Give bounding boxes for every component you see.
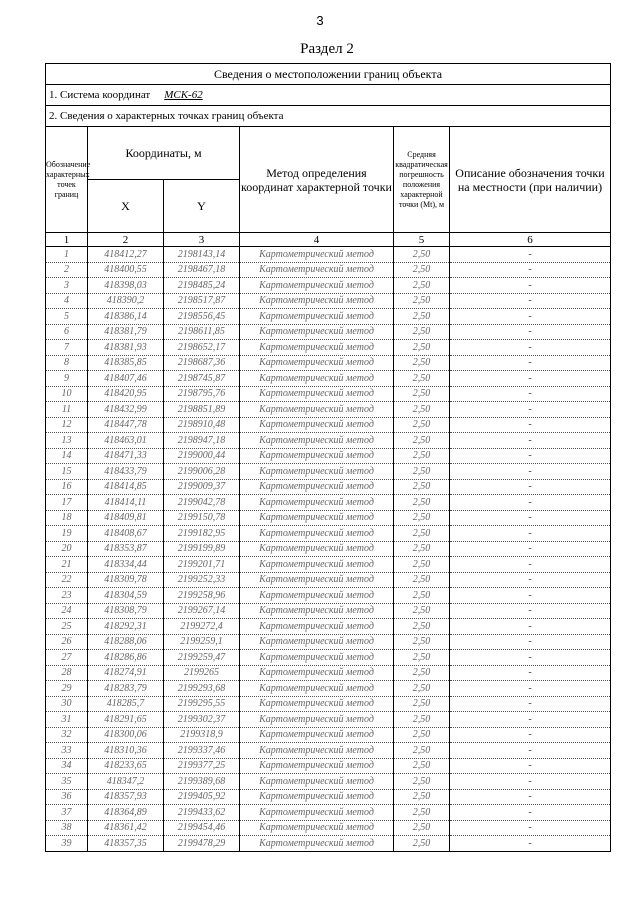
method-cell: Картометрический метод: [240, 495, 394, 511]
accuracy-cell: 2,50: [394, 712, 450, 728]
method-cell: Картометрический метод: [240, 479, 394, 495]
x-coordinate-cell: 418334,44: [88, 557, 164, 573]
method-cell: Картометрический метод: [240, 588, 394, 604]
point-number-cell: 34: [46, 758, 88, 774]
method-cell: Картометрический метод: [240, 448, 394, 464]
point-number-cell: 19: [46, 526, 88, 542]
point-number-cell: 35: [46, 774, 88, 790]
description-cell: -: [450, 479, 611, 495]
point-number-cell: 20: [46, 541, 88, 557]
accuracy-cell: 2,50: [394, 510, 450, 526]
description-cell: -: [450, 355, 611, 371]
accuracy-cell: 2,50: [394, 681, 450, 697]
table-row: [46, 743, 611, 759]
point-number-cell: 11: [46, 402, 88, 418]
table-row: [46, 510, 611, 526]
description-cell: -: [450, 433, 611, 449]
point-number-cell: 17: [46, 495, 88, 511]
description-cell: -: [450, 247, 611, 263]
x-coordinate-cell: 418463,01: [88, 433, 164, 449]
description-cell: -: [450, 278, 611, 294]
method-cell: Картометрический метод: [240, 774, 394, 790]
table-row: [46, 340, 611, 356]
y-coordinate-cell: 2198611,85: [164, 324, 240, 340]
description-cell: -: [450, 417, 611, 433]
table-row: [46, 293, 611, 309]
points-title: 2. Сведения о характерных точках границ объекта: [46, 106, 611, 127]
point-number-cell: 29: [46, 681, 88, 697]
x-coordinate-cell: 418286,86: [88, 650, 164, 666]
x-coordinate-cell: 418308,79: [88, 603, 164, 619]
accuracy-cell: 2,50: [394, 433, 450, 449]
point-number-cell: 26: [46, 634, 88, 650]
description-cell: -: [450, 634, 611, 650]
table-row: [46, 665, 611, 681]
table-row: [46, 355, 611, 371]
table-row: [46, 433, 611, 449]
x-coordinate-cell: 418432,99: [88, 402, 164, 418]
method-cell: Картометрический метод: [240, 603, 394, 619]
y-coordinate-cell: 2199009,37: [164, 479, 240, 495]
method-cell: Картометрический метод: [240, 309, 394, 325]
y-coordinate-cell: 2199259,47: [164, 650, 240, 666]
description-cell: -: [450, 402, 611, 418]
accuracy-cell: 2,50: [394, 619, 450, 635]
table-row: [46, 681, 611, 697]
table-title: Сведения о местоположении границ объекта: [46, 64, 611, 85]
x-coordinate-cell: 418353,87: [88, 541, 164, 557]
point-number-cell: 13: [46, 433, 88, 449]
method-cell: Картометрический метод: [240, 665, 394, 681]
description-cell: -: [450, 572, 611, 588]
x-coordinate-cell: 418357,93: [88, 789, 164, 805]
point-number-cell: 32: [46, 727, 88, 743]
method-cell: Картометрический метод: [240, 355, 394, 371]
point-number-cell: 12: [46, 417, 88, 433]
x-coordinate-cell: 418381,79: [88, 324, 164, 340]
table-row: [46, 758, 611, 774]
accuracy-cell: 2,50: [394, 665, 450, 681]
accuracy-cell: 2,50: [394, 448, 450, 464]
y-coordinate-cell: 2198795,76: [164, 386, 240, 402]
description-cell: -: [450, 774, 611, 790]
column-number: 4: [240, 233, 394, 247]
method-cell: Картометрический метод: [240, 789, 394, 805]
point-number-cell: 1: [46, 247, 88, 263]
description-cell: -: [450, 789, 611, 805]
point-number-cell: 7: [46, 340, 88, 356]
point-number-cell: 10: [46, 386, 88, 402]
method-cell: Картометрический метод: [240, 247, 394, 263]
point-number-cell: 30: [46, 696, 88, 712]
description-cell: -: [450, 712, 611, 728]
y-coordinate-cell: 2199267,14: [164, 603, 240, 619]
y-coordinate-cell: 2199293,68: [164, 681, 240, 697]
y-coordinate-cell: 2199199,89: [164, 541, 240, 557]
description-cell: -: [450, 743, 611, 759]
y-coordinate-cell: 2199252,33: [164, 572, 240, 588]
method-cell: Картометрический метод: [240, 681, 394, 697]
x-coordinate-cell: 418310,36: [88, 743, 164, 759]
description-cell: -: [450, 820, 611, 836]
y-coordinate-cell: 2199454,46: [164, 820, 240, 836]
x-coordinate-cell: 418385,85: [88, 355, 164, 371]
accuracy-cell: 2,50: [394, 557, 450, 573]
table-row: [46, 805, 611, 821]
x-coordinate-cell: 418390,2: [88, 293, 164, 309]
x-coordinate-cell: 418304,59: [88, 588, 164, 604]
method-cell: Картометрический метод: [240, 696, 394, 712]
y-coordinate-cell: 2199377,25: [164, 758, 240, 774]
accuracy-cell: 2,50: [394, 293, 450, 309]
description-cell: -: [450, 603, 611, 619]
description-cell: -: [450, 696, 611, 712]
accuracy-cell: 2,50: [394, 386, 450, 402]
accuracy-cell: 2,50: [394, 774, 450, 790]
y-coordinate-cell: 2199000,44: [164, 448, 240, 464]
header-point-designation: Обозначение характерных точек границ: [46, 127, 88, 233]
table-row: [46, 619, 611, 635]
method-cell: Картометрический метод: [240, 727, 394, 743]
description-cell: -: [450, 526, 611, 542]
point-number-cell: 39: [46, 836, 88, 852]
coord-system-label: 1. Система координат: [49, 89, 151, 101]
method-cell: Картометрический метод: [240, 371, 394, 387]
x-coordinate-cell: 418408,67: [88, 526, 164, 542]
x-coordinate-cell: 418233,65: [88, 758, 164, 774]
table-row: [46, 247, 611, 263]
method-cell: Картометрический метод: [240, 464, 394, 480]
accuracy-cell: 2,50: [394, 743, 450, 759]
table-row: [46, 262, 611, 278]
x-coordinate-cell: 418361,42: [88, 820, 164, 836]
method-cell: Картометрический метод: [240, 402, 394, 418]
method-cell: Картометрический метод: [240, 805, 394, 821]
table-row: [46, 309, 611, 325]
table-row: [46, 727, 611, 743]
accuracy-cell: 2,50: [394, 464, 450, 480]
accuracy-cell: 2,50: [394, 324, 450, 340]
point-number-cell: 2: [46, 262, 88, 278]
accuracy-cell: 2,50: [394, 758, 450, 774]
x-coordinate-cell: 418292,31: [88, 619, 164, 635]
accuracy-cell: 2,50: [394, 541, 450, 557]
method-cell: Картометрический метод: [240, 820, 394, 836]
method-cell: Картометрический метод: [240, 619, 394, 635]
y-coordinate-cell: 2198652,17: [164, 340, 240, 356]
description-cell: -: [450, 557, 611, 573]
table-row: [46, 588, 611, 604]
point-number-cell: 37: [46, 805, 88, 821]
method-cell: Картометрический метод: [240, 278, 394, 294]
table-row: [46, 402, 611, 418]
y-coordinate-cell: 2198467,18: [164, 262, 240, 278]
description-cell: -: [450, 541, 611, 557]
method-cell: Картометрический метод: [240, 386, 394, 402]
y-coordinate-cell: 2199272,4: [164, 619, 240, 635]
x-coordinate-cell: 418398,03: [88, 278, 164, 294]
description-cell: -: [450, 836, 611, 852]
table-row: [46, 603, 611, 619]
method-cell: Картометрический метод: [240, 324, 394, 340]
method-cell: Картометрический метод: [240, 557, 394, 573]
method-cell: Картометрический метод: [240, 293, 394, 309]
header-x: X: [88, 180, 164, 233]
column-number: 6: [450, 233, 611, 247]
y-coordinate-cell: 2199389,68: [164, 774, 240, 790]
x-coordinate-cell: 418288,06: [88, 634, 164, 650]
y-coordinate-cell: 2199433,62: [164, 805, 240, 821]
accuracy-cell: 2,50: [394, 789, 450, 805]
point-number-cell: 3: [46, 278, 88, 294]
accuracy-cell: 2,50: [394, 603, 450, 619]
column-number: 3: [164, 233, 240, 247]
method-cell: Картометрический метод: [240, 526, 394, 542]
coord-system-row: [46, 85, 611, 106]
method-cell: Картометрический метод: [240, 417, 394, 433]
description-cell: -: [450, 805, 611, 821]
method-cell: Картометрический метод: [240, 758, 394, 774]
table-row: [46, 479, 611, 495]
description-cell: -: [450, 309, 611, 325]
y-coordinate-cell: 2198485,24: [164, 278, 240, 294]
description-cell: -: [450, 386, 611, 402]
accuracy-cell: 2,50: [394, 650, 450, 666]
table-row: [46, 696, 611, 712]
point-number-cell: 23: [46, 588, 88, 604]
accuracy-cell: 2,50: [394, 402, 450, 418]
description-cell: -: [450, 510, 611, 526]
description-cell: -: [450, 448, 611, 464]
x-coordinate-cell: 418386,14: [88, 309, 164, 325]
y-coordinate-cell: 2199258,96: [164, 588, 240, 604]
y-coordinate-cell: 2198851,89: [164, 402, 240, 418]
x-coordinate-cell: 418309,78: [88, 572, 164, 588]
coord-system-value: МСК-62: [164, 89, 203, 101]
section-title: Раздел 2: [300, 41, 354, 57]
table-row: [46, 650, 611, 666]
boundary-table: [45, 63, 611, 852]
y-coordinate-cell: 2199318,9: [164, 727, 240, 743]
accuracy-cell: 2,50: [394, 526, 450, 542]
description-cell: -: [450, 665, 611, 681]
point-number-cell: 14: [46, 448, 88, 464]
accuracy-cell: 2,50: [394, 417, 450, 433]
table-row: [46, 572, 611, 588]
description-cell: -: [450, 727, 611, 743]
column-number: 1: [46, 233, 88, 247]
header-y: Y: [164, 180, 240, 233]
method-cell: Картометрический метод: [240, 634, 394, 650]
table-row: [46, 774, 611, 790]
x-coordinate-cell: 418414,85: [88, 479, 164, 495]
y-coordinate-cell: 2199295,55: [164, 696, 240, 712]
x-coordinate-cell: 418347,2: [88, 774, 164, 790]
description-cell: -: [450, 681, 611, 697]
y-coordinate-cell: 2198687,36: [164, 355, 240, 371]
table-row: [46, 541, 611, 557]
table-row: [46, 448, 611, 464]
x-coordinate-cell: 418409,81: [88, 510, 164, 526]
accuracy-cell: 2,50: [394, 634, 450, 650]
description-cell: -: [450, 588, 611, 604]
y-coordinate-cell: 2199006,28: [164, 464, 240, 480]
method-cell: Картометрический метод: [240, 340, 394, 356]
accuracy-cell: 2,50: [394, 588, 450, 604]
x-coordinate-cell: 418433,79: [88, 464, 164, 480]
page-number: 3: [316, 13, 324, 28]
y-coordinate-cell: 2199302,37: [164, 712, 240, 728]
point-number-cell: 21: [46, 557, 88, 573]
y-coordinate-cell: 2198143,14: [164, 247, 240, 263]
method-cell: Картометрический метод: [240, 541, 394, 557]
table-row: [46, 495, 611, 511]
accuracy-cell: 2,50: [394, 247, 450, 263]
y-coordinate-cell: 2198556,45: [164, 309, 240, 325]
description-cell: -: [450, 650, 611, 666]
x-coordinate-cell: 418407,46: [88, 371, 164, 387]
y-coordinate-cell: 2199478,29: [164, 836, 240, 852]
table-row: [46, 820, 611, 836]
accuracy-cell: 2,50: [394, 572, 450, 588]
accuracy-cell: 2,50: [394, 495, 450, 511]
table-row: [46, 464, 611, 480]
description-cell: -: [450, 293, 611, 309]
x-coordinate-cell: 418381,93: [88, 340, 164, 356]
method-cell: Картометрический метод: [240, 743, 394, 759]
table-row: [46, 634, 611, 650]
point-number-cell: 16: [46, 479, 88, 495]
y-coordinate-cell: 2198517,87: [164, 293, 240, 309]
method-cell: Картометрический метод: [240, 712, 394, 728]
point-number-cell: 15: [46, 464, 88, 480]
point-number-cell: 6: [46, 324, 88, 340]
description-cell: -: [450, 262, 611, 278]
y-coordinate-cell: 2198910,48: [164, 417, 240, 433]
point-number-cell: 25: [46, 619, 88, 635]
table-row: [46, 526, 611, 542]
method-cell: Картометрический метод: [240, 262, 394, 278]
accuracy-cell: 2,50: [394, 262, 450, 278]
header-accuracy: Средняя квадратическая погрешность положения характерной точки (Mt), м: [394, 127, 450, 233]
description-cell: -: [450, 495, 611, 511]
x-coordinate-cell: 418420,95: [88, 386, 164, 402]
x-coordinate-cell: 418400,55: [88, 262, 164, 278]
y-coordinate-cell: 2199337,46: [164, 743, 240, 759]
header-method: Метод определения координат характерной точки: [240, 127, 394, 233]
column-number: 2: [88, 233, 164, 247]
table-row: [46, 324, 611, 340]
table-row: [46, 278, 611, 294]
point-number-cell: 9: [46, 371, 88, 387]
x-coordinate-cell: 418364,89: [88, 805, 164, 821]
x-coordinate-cell: 418283,79: [88, 681, 164, 697]
x-coordinate-cell: 418414,11: [88, 495, 164, 511]
accuracy-cell: 2,50: [394, 309, 450, 325]
accuracy-cell: 2,50: [394, 820, 450, 836]
accuracy-cell: 2,50: [394, 727, 450, 743]
point-number-cell: 5: [46, 309, 88, 325]
point-number-cell: 22: [46, 572, 88, 588]
point-number-cell: 18: [46, 510, 88, 526]
y-coordinate-cell: 2199182,95: [164, 526, 240, 542]
accuracy-cell: 2,50: [394, 340, 450, 356]
x-coordinate-cell: 418300,06: [88, 727, 164, 743]
point-number-cell: 28: [46, 665, 88, 681]
x-coordinate-cell: 418447,78: [88, 417, 164, 433]
y-coordinate-cell: 2199259,1: [164, 634, 240, 650]
point-number-cell: 36: [46, 789, 88, 805]
point-number-cell: 31: [46, 712, 88, 728]
table-row: [46, 417, 611, 433]
header-coordinates: Координаты, м: [88, 127, 240, 180]
point-number-cell: 33: [46, 743, 88, 759]
column-number: 5: [394, 233, 450, 247]
table-row: [46, 371, 611, 387]
point-number-cell: 24: [46, 603, 88, 619]
x-coordinate-cell: 418274,91: [88, 665, 164, 681]
description-cell: -: [450, 340, 611, 356]
point-number-cell: 8: [46, 355, 88, 371]
method-cell: Картометрический метод: [240, 510, 394, 526]
point-number-cell: 38: [46, 820, 88, 836]
table-row: [46, 386, 611, 402]
x-coordinate-cell: 418412,27: [88, 247, 164, 263]
x-coordinate-cell: 418285,7: [88, 696, 164, 712]
table-row: [46, 836, 611, 852]
accuracy-cell: 2,50: [394, 355, 450, 371]
method-cell: Картометрический метод: [240, 433, 394, 449]
y-coordinate-cell: 2198745,87: [164, 371, 240, 387]
y-coordinate-cell: 2199265: [164, 665, 240, 681]
accuracy-cell: 2,50: [394, 479, 450, 495]
accuracy-cell: 2,50: [394, 371, 450, 387]
accuracy-cell: 2,50: [394, 805, 450, 821]
description-cell: -: [450, 758, 611, 774]
y-coordinate-cell: 2199201,71: [164, 557, 240, 573]
y-coordinate-cell: 2199405,92: [164, 789, 240, 805]
point-number-cell: 27: [46, 650, 88, 666]
x-coordinate-cell: 418357,35: [88, 836, 164, 852]
method-cell: Картометрический метод: [240, 572, 394, 588]
description-cell: -: [450, 619, 611, 635]
y-coordinate-cell: 2199150,78: [164, 510, 240, 526]
description-cell: -: [450, 464, 611, 480]
table-row: [46, 789, 611, 805]
header-description: Описание обозначения точки на местности (при наличии): [450, 127, 611, 233]
method-cell: Картометрический метод: [240, 650, 394, 666]
description-cell: -: [450, 324, 611, 340]
y-coordinate-cell: 2199042,78: [164, 495, 240, 511]
accuracy-cell: 2,50: [394, 836, 450, 852]
x-coordinate-cell: 418291,65: [88, 712, 164, 728]
table-row: [46, 712, 611, 728]
y-coordinate-cell: 2198947,18: [164, 433, 240, 449]
accuracy-cell: 2,50: [394, 696, 450, 712]
description-cell: -: [450, 371, 611, 387]
x-coordinate-cell: 418471,33: [88, 448, 164, 464]
method-cell: Картометрический метод: [240, 836, 394, 852]
accuracy-cell: 2,50: [394, 278, 450, 294]
table-row: [46, 557, 611, 573]
point-number-cell: 4: [46, 293, 88, 309]
